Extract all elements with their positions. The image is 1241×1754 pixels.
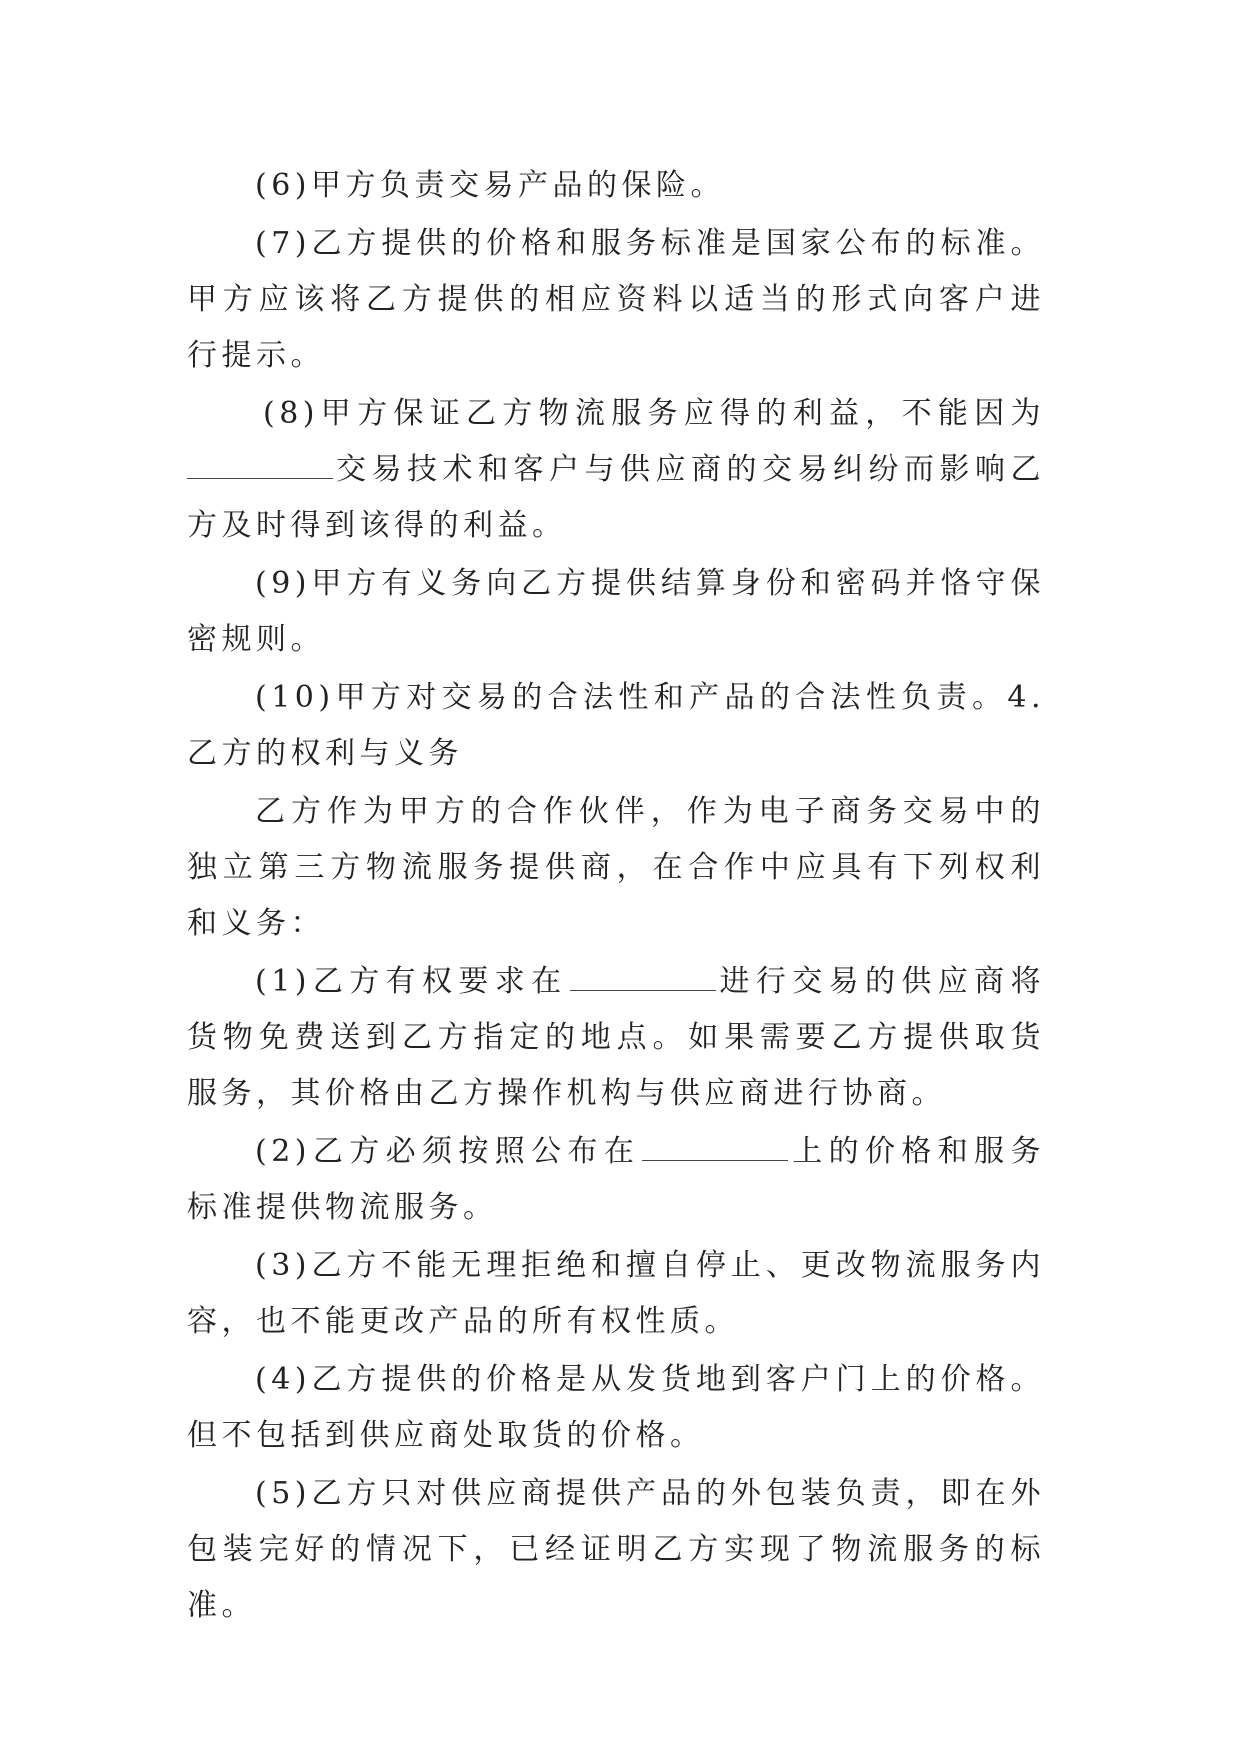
party-b-clause-2 bbox=[187, 1124, 1045, 1236]
clause-6: (6)甲方负责交易产品的保险。 bbox=[255, 168, 725, 203]
blank-line bbox=[570, 964, 716, 991]
party-b-clause-3: (3)乙方不能无理拒绝和擅自停止、更改物流服务内容，也不能更改产品的所有权性质。 bbox=[187, 1248, 1045, 1339]
clause-8 bbox=[187, 386, 1045, 554]
blank-line bbox=[187, 452, 333, 479]
document-body bbox=[187, 158, 1045, 1636]
party-b-clause-1 bbox=[187, 954, 1045, 1122]
party-b-clause-4: (4)乙方提供的价格是从发货地到客户门上的价格。但不包括到供应商处取货的价格。 bbox=[187, 1362, 1045, 1453]
clause-10: (10)甲方对交易的合法性和产品的合法性负责。4.乙方的权利与义务 bbox=[187, 680, 1045, 771]
clause-7: (7)乙方提供的价格和服务标准是国家公布的标准。甲方应该将乙方提供的相应资料以适当的形式向客户进行提示。 bbox=[187, 226, 1045, 373]
party-b-clause-5: (5)乙方只对供应商提供产品的外包装负责，即在外包装完好的情况下，已经证明乙方实现了物流服务的标准。 bbox=[187, 1476, 1045, 1623]
clause-b1-text-b: 进行交易的供应商将货物免费送到乙方指定的地点。如果需要乙方提供取货服务，其价格由乙方操作机构与供应商进行协商。 bbox=[187, 964, 1046, 1111]
blank-line bbox=[642, 1134, 788, 1161]
clause-9: (9)甲方有义务向乙方提供结算身份和密码并恪守保密规则。 bbox=[187, 566, 1045, 657]
clause-b2-text-a: (2)乙方必须按照公布在 bbox=[255, 1134, 641, 1169]
clause-8-text-a: (8)甲方保证乙方物流服务应得的利益，不能因为 bbox=[263, 396, 1045, 431]
clause-8-text-b: 交易技术和客户与供应商的交易纠纷而影响乙方及时得到该得的利益。 bbox=[187, 452, 1045, 543]
party-b-intro: 乙方作为甲方的合作伙伴，作为电子商务交易中的独立第三方物流服务提供商，在合作中应具有下列权利和义务： bbox=[187, 794, 1045, 941]
clause-b1-text-a: (1)乙方有权要求在 bbox=[255, 964, 568, 999]
clause-b2-text-b: 上的价格和服务标准提供物流服务。 bbox=[187, 1134, 1046, 1225]
